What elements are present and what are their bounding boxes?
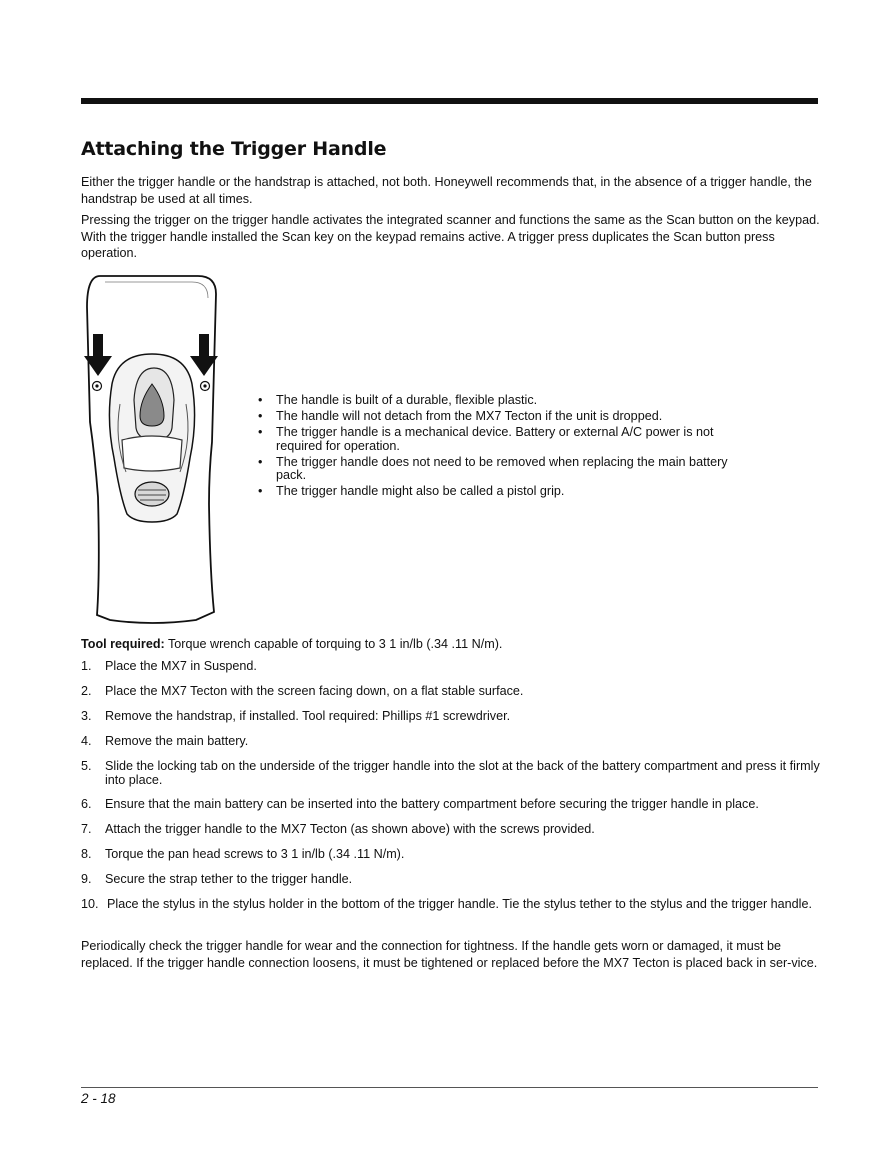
step-item: 2. Place the MX7 Tecton with the screen facing down, on a flat stable surface. — [81, 684, 524, 698]
page-title: Attaching the Trigger Handle — [81, 138, 387, 160]
step-item: 9. Secure the strap tether to the trigger handle. — [81, 872, 353, 886]
list-item: • The handle will not detach from the MX7 Tecton if the unit is dropped. — [258, 409, 663, 423]
trigger-paragraph: Pressing the trigger on the trigger handle activates the integrated scanner and functions the same as the Scan button on the keypad. With the trigger handle installed the Scan key on the keypad remains active. A trigger press duplicates the Scan button press operation. — [81, 213, 820, 260]
step-item: 3. Remove the handstrap, if installed. Tool required: Phillips #1 screwdriver. — [81, 709, 511, 723]
top-rule — [81, 98, 818, 104]
step-item: 6. Ensure that the main battery can be inserted into the battery compartment before securing the trigger handle in place. — [81, 797, 759, 811]
step-item: 7. Attach the trigger handle to the MX7 Tecton (as shown above) with the screws provided. — [81, 822, 595, 836]
step-item: 5. Slide the locking tab on the underside of the trigger handle into the slot at the back of the battery compartment and press it firmly into place. — [81, 759, 820, 787]
step-item: 1. Place the MX7 in Suspend. — [81, 659, 257, 673]
list-item: • The handle is built of a durable, flexible plastic. — [258, 393, 538, 407]
step-item: 8. Torque the pan head screws to 3 1 in/lb (.34 .11 N/m). — [81, 847, 405, 861]
step-item: 10. Place the stylus in the stylus holder in the bottom of the trigger handle. Tie the stylus tether to the stylus and the trigger handle. — [81, 897, 812, 911]
stylus-holder — [135, 482, 169, 506]
intro-paragraph: Either the trigger handle or the handstrap is attached, not both. Honeywell recommends that, in the absence of a trigger handle, the handstrap be used at all times. — [81, 175, 812, 206]
list-item: • The trigger handle is a mechanical device. Battery or external A/C power is not required for operation. — [258, 425, 714, 453]
feature-list — [258, 394, 758, 501]
page-number: 2 - 18 — [81, 1091, 116, 1106]
footer-rule — [81, 1087, 818, 1088]
trigger-handle-illustration — [82, 272, 224, 624]
step-item: 4. Remove the main battery. — [81, 734, 249, 748]
list-item: • The trigger handle does not need to be removed when replacing the main battery pack. — [258, 454, 728, 482]
tool-text: Torque wrench capable of torquing to 3 1 in/lb (.34 .11 N/m). — [164, 637, 503, 651]
steps-list — [81, 659, 821, 912]
tool-required — [81, 636, 502, 652]
tool-label: Tool required: — [81, 637, 165, 651]
maintenance-paragraph: Periodically check the trigger handle for wear and the connection for tightness. If the handle gets worn or damaged, it must be replaced. If the trigger handle connection loosens, it must be tightened or replaced before the MX7 Tecton is placed back in ser-vice. — [81, 939, 818, 970]
list-item: • The trigger handle might also be called a pistol grip. — [258, 484, 565, 498]
